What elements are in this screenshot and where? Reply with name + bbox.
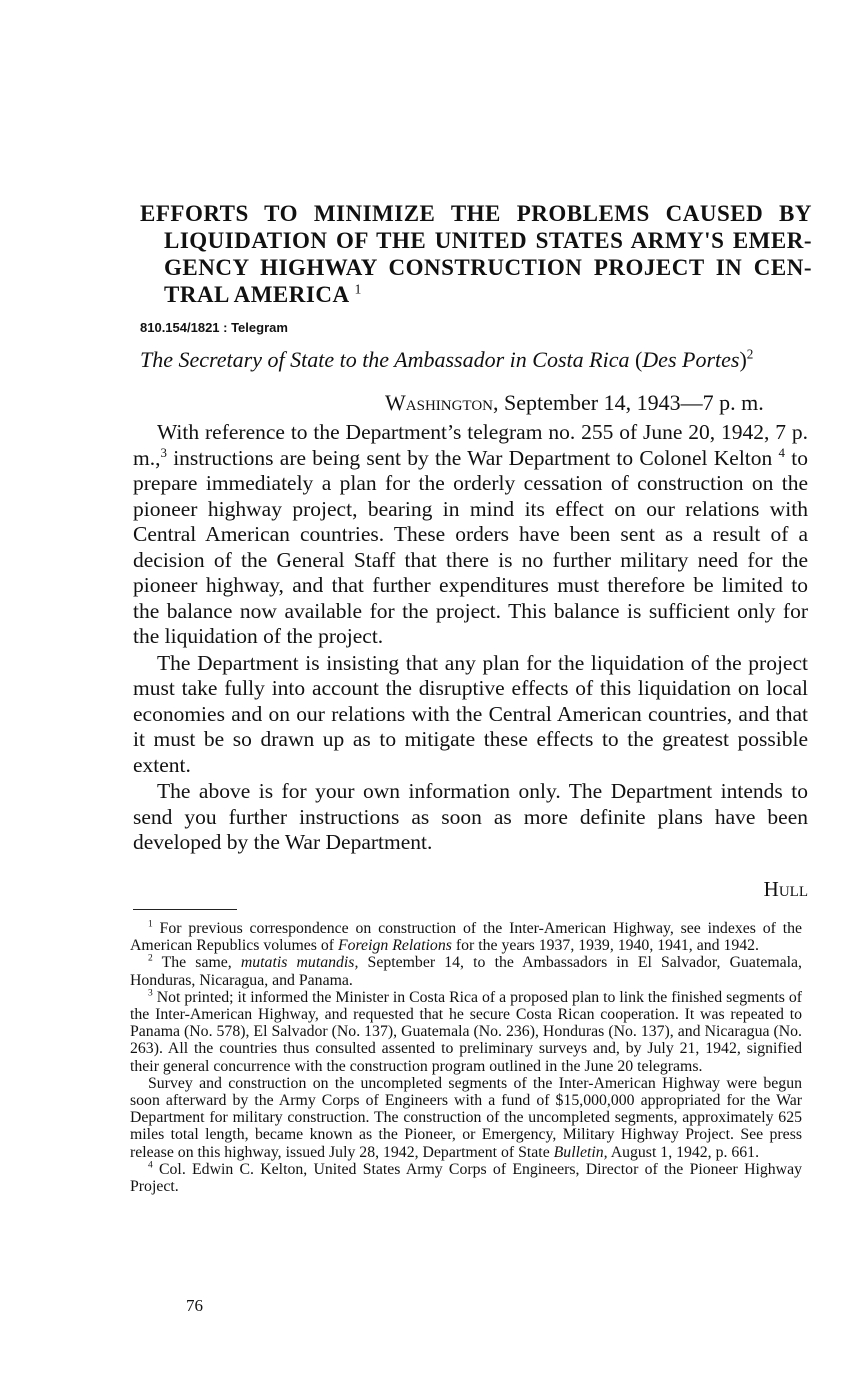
title-line-2: LIQUIDATION OF THE UNITED STATES ARMY'S EMER- [164,228,812,253]
dateline-date: , September 14, 1943—7 p. m. [493,390,764,415]
footnotes [130,920,802,1195]
paragraph-1-part-3: to prepare immediately a plan for the orderly cessation of construction on the pioneer highway project, bearing in mind its effect on our relations with Central American countries. These orders have been sent as a result of a decision of the General Staff that there is no further military need for the pioneer highway, and that further expenditures must therefore be limited to the balance now available for the project. This balance is sufficient only for the liquidation of the project. [133,445,808,648]
title-line-1: EFFORTS TO MINIMIZE THE PROBLEMS CAUSED BY [140,201,812,226]
telegram-body [133,420,808,857]
footnote-3b-italic: Bulletin, [553,1143,608,1161]
footnote-1 [130,920,802,954]
footnote-divider [133,909,237,910]
footnote-2-text-b: September 14, to the Ambassadors in El Salvador, Guatemala, Honduras, Nicaragua, and Panama. [130,954,802,989]
footnote-3-continued [130,1075,802,1161]
footnote-ref-3: 3 [160,445,167,460]
footnote-1-italic: Foreign Relations [337,937,452,955]
heading-paren-close: ) [739,347,747,372]
footnote-1-text-b: for the years 1937, 1939, 1940, 1941, and 1942. [451,937,760,955]
page-number: 76 [186,1296,203,1315]
heading-paren-open: ( [634,347,643,372]
paragraph-3: The above is for your own information only. The Department intends to send you further instructions as soon as more definite plans have been developed by the War Department. [133,779,808,854]
footnote-4-text: Col. Edwin C. Kelton, United States Army Corps of Engineers, Director of the Pioneer Highway Project. [130,1160,802,1196]
dateline-place: Washington [385,390,493,415]
footnote-1-text-a: For previous correspondence on construction of the Inter-American Highway, see indexes of the American Republics volumes of [130,920,802,955]
title-line-4-text: TRAL AMERICA [164,282,349,307]
paragraph-2: The Department is insisting that any plan for the liquidation of the project must take fully into account the disruptive effects of this liquidation on local economies and on our relations with the Central American countries, and that it must be so drawn up as to mitigate these effects to the greatest possible extent. [133,650,808,777]
footnote-3b-text-b: August 1, 1942, p. 661. [607,1143,760,1161]
footnote-3b-text-a: Survey and construction on the uncompleted segments of the Inter-American Highway were begun soon afterward by the Army Corps of Engineers with a fund of $15,000,000 appropriated for the War Department for military construction. The construction of the uncompleted segments, approximately 625 miles total length, became known as the Pioneer, or Emergency, Military Highway Project. See press release on this highway, issued July 28, 1942, Department of State [130,1074,802,1161]
footnote-2-italic: mutatis mutandis, [240,954,359,972]
footnote-3-mark: 3 [148,988,153,999]
paragraph-1-part-1: With reference to the Department’s telegram no. 255 of June 20, 1942, 7 p. m., [133,420,808,470]
heading-footnote-ref: 2 [746,346,754,362]
footnote-2-text-a: The same, [152,954,241,972]
title-line-4 [140,281,812,308]
footnote-1-mark: 1 [148,919,153,930]
footnote-2-mark: 2 [148,954,153,965]
heading-text: The Secretary of State to the Ambassador in Costa Rica [140,347,630,372]
title-line-3: GENCY HIGHWAY CONSTRUCTION PROJECT IN CEN- [164,255,812,280]
file-number: 810.154/1821 : Telegram [140,320,288,335]
signature: Hull [763,877,808,901]
footnote-3 [130,989,802,1075]
footnote-4 [130,1161,802,1195]
document-heading [140,347,812,373]
paragraph-1-part-2: instructions are being sent by the War Department to Colonel Kelton [166,445,773,470]
document-title [140,200,812,308]
footnote-3-text: Not printed; it informed the Minister in Costa Rica of a proposed plan to link the finished segments of the Inter-American Highway, and requested that he secure Costa Rican cooperation. It was repeated to Panama (No. 578), El Salvador (No. 137), Guatemala (No. 236), Honduras (No. 137), and Nicaragua (No. 263). All the countries thus consulted assented to preliminary surveys and, by July 21, 1942, signified their general concurrence with the construction program outlined in the June 20 telegrams. [130,988,802,1075]
footnote-ref-4: 4 [778,445,785,460]
footnote-2 [130,954,802,988]
heading-name: Des Portes [642,347,740,372]
paragraph-1 [133,420,808,650]
dateline [385,390,817,416]
footnote-4-mark: 4 [148,1160,153,1171]
title-footnote-ref: 1 [354,281,362,297]
